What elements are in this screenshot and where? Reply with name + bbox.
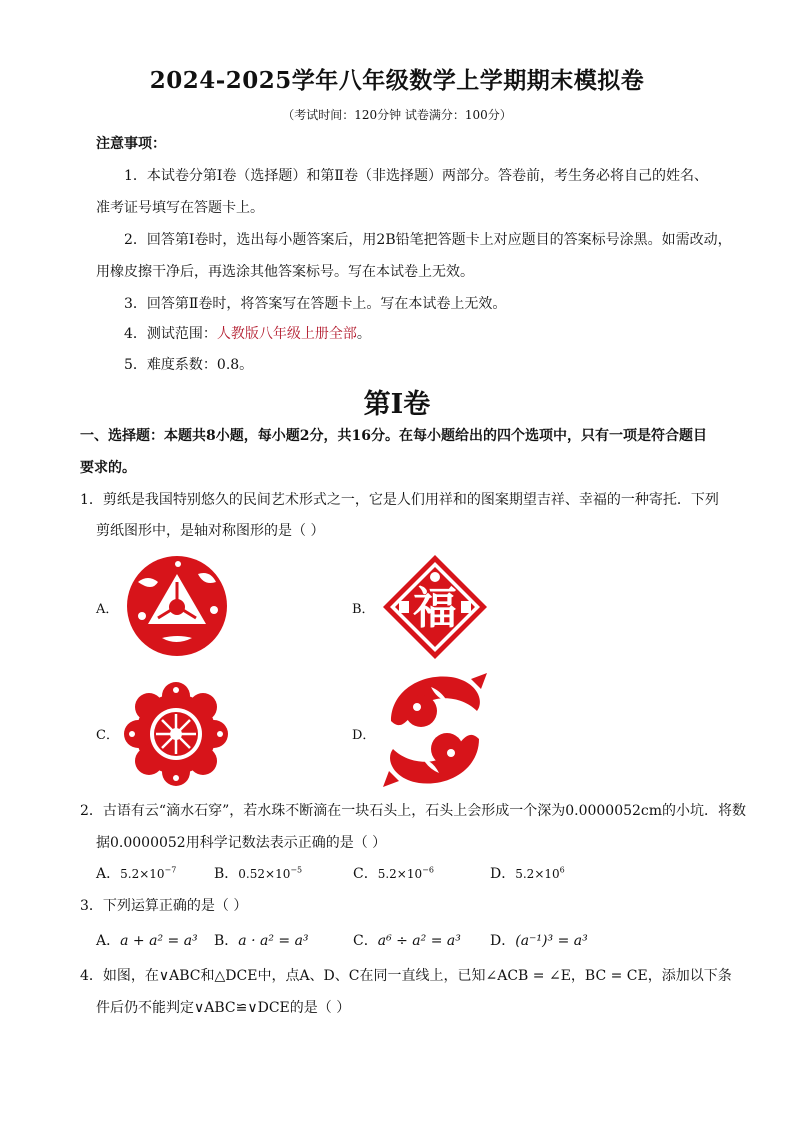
q3-option-d-expr: (a⁻¹)³ = a³ — [515, 933, 588, 949]
q2-option-b-label: B． — [214, 866, 239, 882]
exam-title: 2024-2025学年八年级数学上学期期末模拟卷 — [149, 67, 645, 94]
q3-option-d-label: D． — [490, 933, 516, 949]
q2-option-c[interactable] — [353, 864, 434, 884]
q3-option-a-label: A． — [96, 933, 121, 949]
q2-option-c-label: C． — [353, 866, 378, 882]
q3-option-b-expr: a · a² = a³ — [238, 933, 309, 949]
q2-option-a[interactable] — [96, 864, 176, 884]
q1-option-b-label[interactable]: B． — [352, 602, 375, 617]
notice-item-4-prefix: 4．测试范围： — [124, 326, 217, 342]
papercut-rabbits-image[interactable] — [118, 552, 236, 660]
q2-option-a-label: A． — [96, 866, 121, 882]
notice-item-2a: 2．回答第Ⅰ卷时，选出每小题答案后，用2B铅笔把答题卡上对应题目的答案标号涂黑。如需改动， — [124, 232, 732, 248]
notice-item-3: 3．回答第Ⅱ卷时，将答案写在答题卡上。写在本试卷上无效。 — [124, 296, 507, 312]
q3-stem: 3．下列运算正确的是（ ） — [80, 898, 248, 914]
q3-option-c-label: C． — [353, 933, 378, 949]
notice-heading: 注意事项： — [96, 136, 166, 152]
notice-item-2b: 用橡皮擦干净后，再选涂其他答案标号。写在本试卷上无效。 — [96, 264, 474, 280]
q3-option-c[interactable] — [353, 931, 461, 951]
fu-character: 福 — [413, 583, 457, 634]
q2-option-d-mantissa: 5.2×10 — [515, 867, 560, 881]
exam-subtitle: （考试时间：120分钟 试卷满分：100分） — [282, 108, 512, 122]
q2-option-a-exp: −7 — [164, 865, 177, 875]
part1-instruction — [80, 426, 707, 446]
q2-option-d-label: D． — [490, 866, 516, 882]
q2-option-b-mantissa: 0.52×10 — [238, 867, 291, 881]
part1-line2: 要求的。 — [80, 460, 136, 476]
q3-option-a[interactable] — [96, 931, 198, 951]
q2-stem-1: 2．古语有云“滴水石穿”，若水珠不断滴在一块石头上，石头上会形成一个深为0.0000052cm的小坑．将数 — [80, 803, 747, 819]
q3-option-a-expr: a + a² = a³ — [120, 933, 198, 949]
q2-option-d[interactable] — [490, 864, 565, 884]
q2-option-c-exp: −6 — [422, 865, 434, 875]
notice-item-1a: 1．本试卷分第Ⅰ卷（选择题）和第Ⅱ卷（非选择题）两部分。答卷前，考生务必将自己的姓名、 — [124, 168, 708, 184]
q2-option-b[interactable] — [214, 864, 302, 884]
q2-option-c-mantissa: 5.2×10 — [377, 867, 423, 881]
section-title: 第Ⅰ卷 — [363, 389, 431, 420]
q2-option-d-exp: 6 — [559, 865, 565, 875]
q1-stem-2: 剪纸图形中，是轴对称图形的是（ ） — [96, 523, 325, 539]
q2-stem-2: 据0.0000052用科学记数法表示正确的是（ ） — [96, 835, 387, 851]
part1-line1: 一、选择题：本题共8小题，每小题2分，共16分。在每小题给出的四个选项中，只有一项是符合题目 — [80, 428, 707, 444]
q3-option-d[interactable] — [490, 931, 588, 951]
q4-stem-2: 件后仍不能判定∨ABC≌∨DCE的是（ ） — [96, 1000, 351, 1016]
q1-option-a-label[interactable]: A． — [96, 602, 119, 617]
notice-item-4 — [124, 324, 371, 344]
notice-item-5: 5．难度系数：0.8。 — [124, 357, 254, 373]
q3-option-c-expr: a⁶ ÷ a² = a³ — [377, 933, 461, 949]
q3-option-b[interactable] — [214, 931, 309, 951]
notice-item-4-suffix: 。 — [356, 326, 371, 342]
papercut-flower-image[interactable] — [121, 680, 231, 788]
notice-item-1b: 准考证号填写在答题卡上。 — [96, 200, 264, 216]
q1-stem-1: 1．剪纸是我国特别悠久的民间艺术形式之一，它是人们用祥和的图案期望吉祥、幸福的一种寄托．下列 — [80, 492, 719, 508]
q2-option-a-mantissa: 5.2×10 — [120, 867, 165, 881]
q2-option-b-exp: −5 — [290, 865, 303, 875]
papercut-fu-image[interactable] — [381, 553, 489, 661]
test-scope: 人教版八年级上册全部 — [216, 326, 357, 342]
papercut-fish-image[interactable] — [381, 671, 489, 789]
q3-option-b-label: B． — [214, 933, 239, 949]
q1-option-d-label[interactable]: D． — [352, 728, 376, 743]
q4-stem-1: 4．如图，在∨ABC和△DCE中，点A、D、C在同一直线上，已知∠ACB = ∠E，BC = CE，添加以下条 — [80, 968, 732, 984]
q1-option-c-label[interactable]: C． — [96, 728, 119, 743]
